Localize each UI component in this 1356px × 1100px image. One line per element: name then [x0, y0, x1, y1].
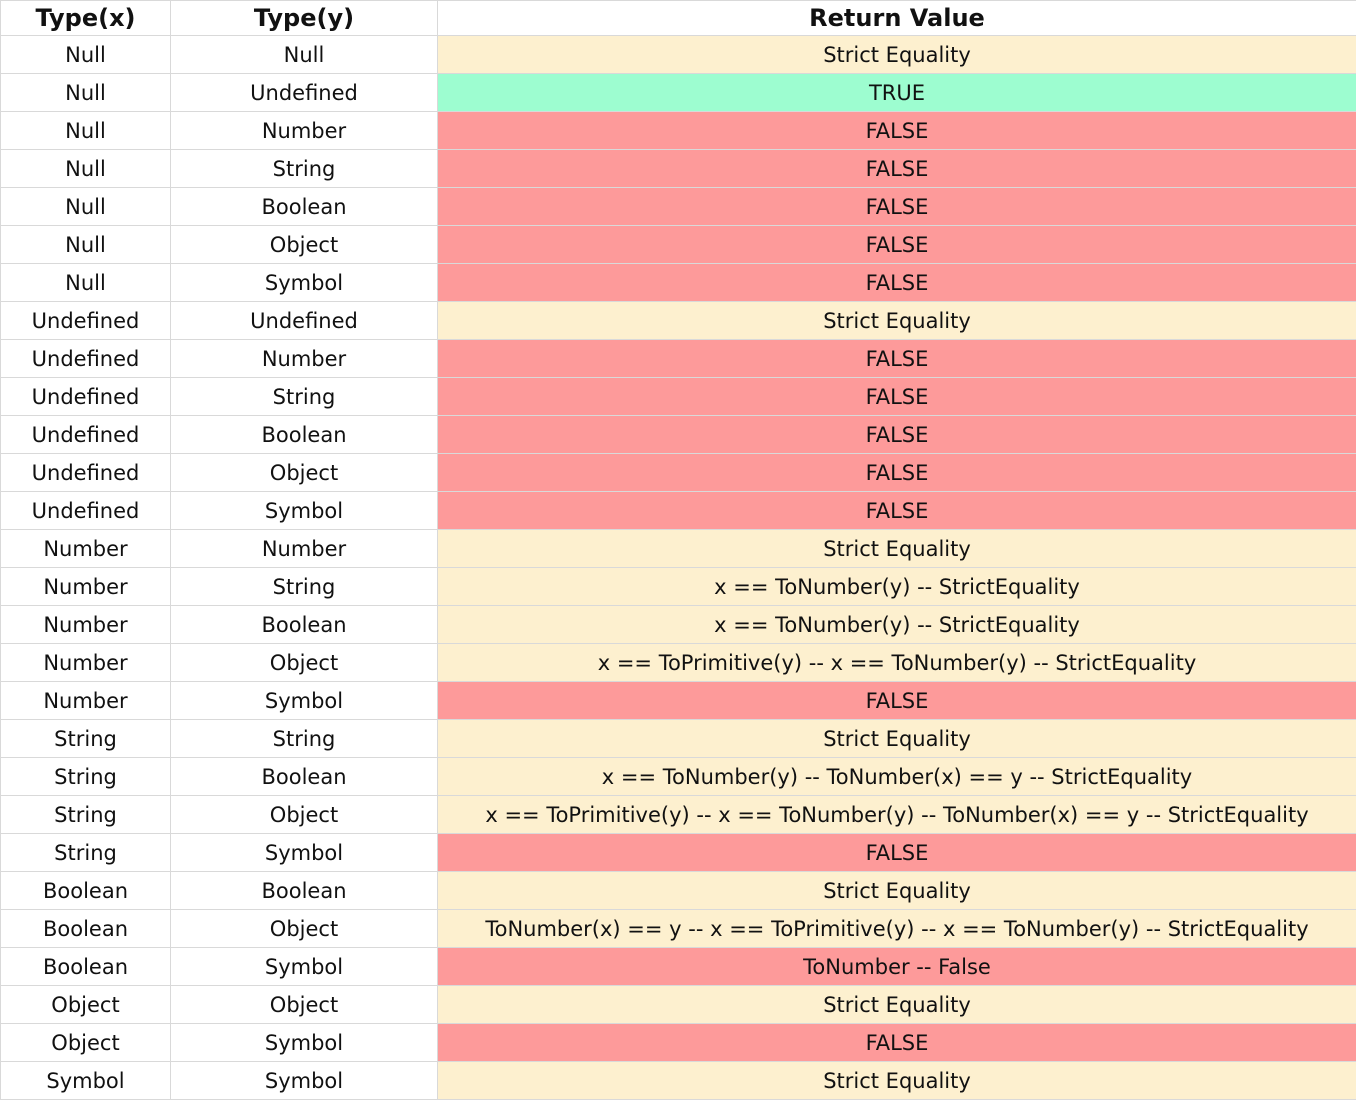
cell-type-y: Object — [171, 910, 438, 948]
table-row — [1, 340, 1356, 378]
cell-type-x: String — [1, 758, 171, 796]
cell-return-value: FALSE — [438, 264, 1356, 302]
cell-type-y: Undefined — [171, 302, 438, 340]
cell-return-value: x == ToPrimitive(y) -- x == ToNumber(y) -- StrictEquality — [438, 644, 1356, 682]
cell-type-x: Object — [1, 986, 171, 1024]
cell-type-y: Boolean — [171, 188, 438, 226]
cell-type-x: Undefined — [1, 378, 171, 416]
header-type-y: Type(y) — [171, 1, 438, 36]
table-row — [1, 416, 1356, 454]
table-row — [1, 910, 1356, 948]
table-body — [1, 36, 1356, 1100]
cell-type-y: Symbol — [171, 492, 438, 530]
table-row — [1, 74, 1356, 112]
cell-return-value: ToNumber(x) == y -- x == ToPrimitive(y) -- x == ToNumber(y) -- StrictEquality — [438, 910, 1356, 948]
table-row — [1, 720, 1356, 758]
cell-type-y: Undefined — [171, 74, 438, 112]
table-row — [1, 758, 1356, 796]
cell-type-x: Null — [1, 188, 171, 226]
cell-type-x: Null — [1, 226, 171, 264]
cell-return-value: x == ToPrimitive(y) -- x == ToNumber(y) -- ToNumber(x) == y -- StrictEquality — [438, 796, 1356, 834]
table-row — [1, 188, 1356, 226]
cell-type-y: Null — [171, 36, 438, 74]
cell-type-x: Undefined — [1, 492, 171, 530]
cell-type-y: Object — [171, 454, 438, 492]
cell-type-y: String — [171, 378, 438, 416]
cell-return-value: FALSE — [438, 682, 1356, 720]
cell-type-x: Symbol — [1, 1062, 171, 1100]
header-type-x: Type(x) — [1, 1, 171, 36]
table-row — [1, 834, 1356, 872]
cell-type-y: Symbol — [171, 1024, 438, 1062]
table-row — [1, 568, 1356, 606]
table-row — [1, 264, 1356, 302]
table-row — [1, 112, 1356, 150]
cell-type-y: Boolean — [171, 872, 438, 910]
table-row — [1, 1062, 1356, 1100]
table-row — [1, 986, 1356, 1024]
table-row — [1, 36, 1356, 74]
cell-return-value: TRUE — [438, 74, 1356, 112]
cell-type-y: String — [171, 150, 438, 188]
cell-type-x: Null — [1, 74, 171, 112]
cell-type-y: Boolean — [171, 606, 438, 644]
cell-type-x: Null — [1, 112, 171, 150]
cell-type-y: Number — [171, 112, 438, 150]
cell-type-y: Object — [171, 644, 438, 682]
table-row — [1, 682, 1356, 720]
cell-type-y: Number — [171, 340, 438, 378]
table-header — [1, 1, 1356, 36]
cell-return-value: Strict Equality — [438, 986, 1356, 1024]
cell-type-x: String — [1, 720, 171, 758]
table-row — [1, 530, 1356, 568]
cell-type-y: Symbol — [171, 1062, 438, 1100]
cell-return-value: FALSE — [438, 416, 1356, 454]
cell-return-value: Strict Equality — [438, 720, 1356, 758]
cell-type-x: Number — [1, 606, 171, 644]
cell-type-x: Undefined — [1, 416, 171, 454]
table-row — [1, 948, 1356, 986]
cell-return-value: Strict Equality — [438, 872, 1356, 910]
table-row — [1, 378, 1356, 416]
cell-type-x: Number — [1, 644, 171, 682]
cell-return-value: FALSE — [438, 226, 1356, 264]
cell-type-x: Null — [1, 150, 171, 188]
table-row — [1, 644, 1356, 682]
cell-type-x: Null — [1, 36, 171, 74]
cell-type-x: Boolean — [1, 948, 171, 986]
table-row — [1, 796, 1356, 834]
cell-return-value: FALSE — [438, 112, 1356, 150]
table-row — [1, 226, 1356, 264]
cell-return-value: Strict Equality — [438, 1062, 1356, 1100]
cell-return-value: Strict Equality — [438, 530, 1356, 568]
header-return-value: Return Value — [438, 1, 1356, 36]
cell-type-y: Boolean — [171, 416, 438, 454]
cell-return-value: FALSE — [438, 454, 1356, 492]
table-row — [1, 1024, 1356, 1062]
cell-type-y: Symbol — [171, 264, 438, 302]
cell-type-x: Undefined — [1, 340, 171, 378]
cell-type-y: Object — [171, 986, 438, 1024]
cell-type-y: Object — [171, 796, 438, 834]
cell-return-value: x == ToNumber(y) -- StrictEquality — [438, 568, 1356, 606]
cell-type-y: String — [171, 720, 438, 758]
cell-return-value: x == ToNumber(y) -- StrictEquality — [438, 606, 1356, 644]
cell-type-x: Object — [1, 1024, 171, 1062]
cell-return-value: FALSE — [438, 340, 1356, 378]
table-row — [1, 454, 1356, 492]
cell-return-value: FALSE — [438, 188, 1356, 226]
cell-type-x: Boolean — [1, 910, 171, 948]
cell-type-x: Undefined — [1, 302, 171, 340]
cell-return-value: FALSE — [438, 1024, 1356, 1062]
cell-return-value: Strict Equality — [438, 302, 1356, 340]
cell-type-y: Object — [171, 226, 438, 264]
cell-return-value: FALSE — [438, 378, 1356, 416]
cell-return-value: FALSE — [438, 150, 1356, 188]
cell-type-x: Number — [1, 682, 171, 720]
cell-type-y: Symbol — [171, 834, 438, 872]
header-row — [1, 1, 1356, 36]
table-row — [1, 302, 1356, 340]
cell-return-value: FALSE — [438, 834, 1356, 872]
cell-type-y: Number — [171, 530, 438, 568]
table-row — [1, 606, 1356, 644]
cell-type-y: Symbol — [171, 948, 438, 986]
table-row — [1, 492, 1356, 530]
cell-return-value: Strict Equality — [438, 36, 1356, 74]
cell-type-x: String — [1, 796, 171, 834]
cell-type-y: Boolean — [171, 758, 438, 796]
table-row — [1, 872, 1356, 910]
cell-type-x: Undefined — [1, 454, 171, 492]
cell-return-value: ToNumber -- False — [438, 948, 1356, 986]
cell-type-x: Null — [1, 264, 171, 302]
cell-type-x: Boolean — [1, 872, 171, 910]
cell-return-value: x == ToNumber(y) -- ToNumber(x) == y -- StrictEquality — [438, 758, 1356, 796]
cell-type-x: Number — [1, 530, 171, 568]
cell-return-value: FALSE — [438, 492, 1356, 530]
cell-type-y: Symbol — [171, 682, 438, 720]
cell-type-y: String — [171, 568, 438, 606]
cell-type-x: String — [1, 834, 171, 872]
table-row — [1, 150, 1356, 188]
cell-type-x: Number — [1, 568, 171, 606]
